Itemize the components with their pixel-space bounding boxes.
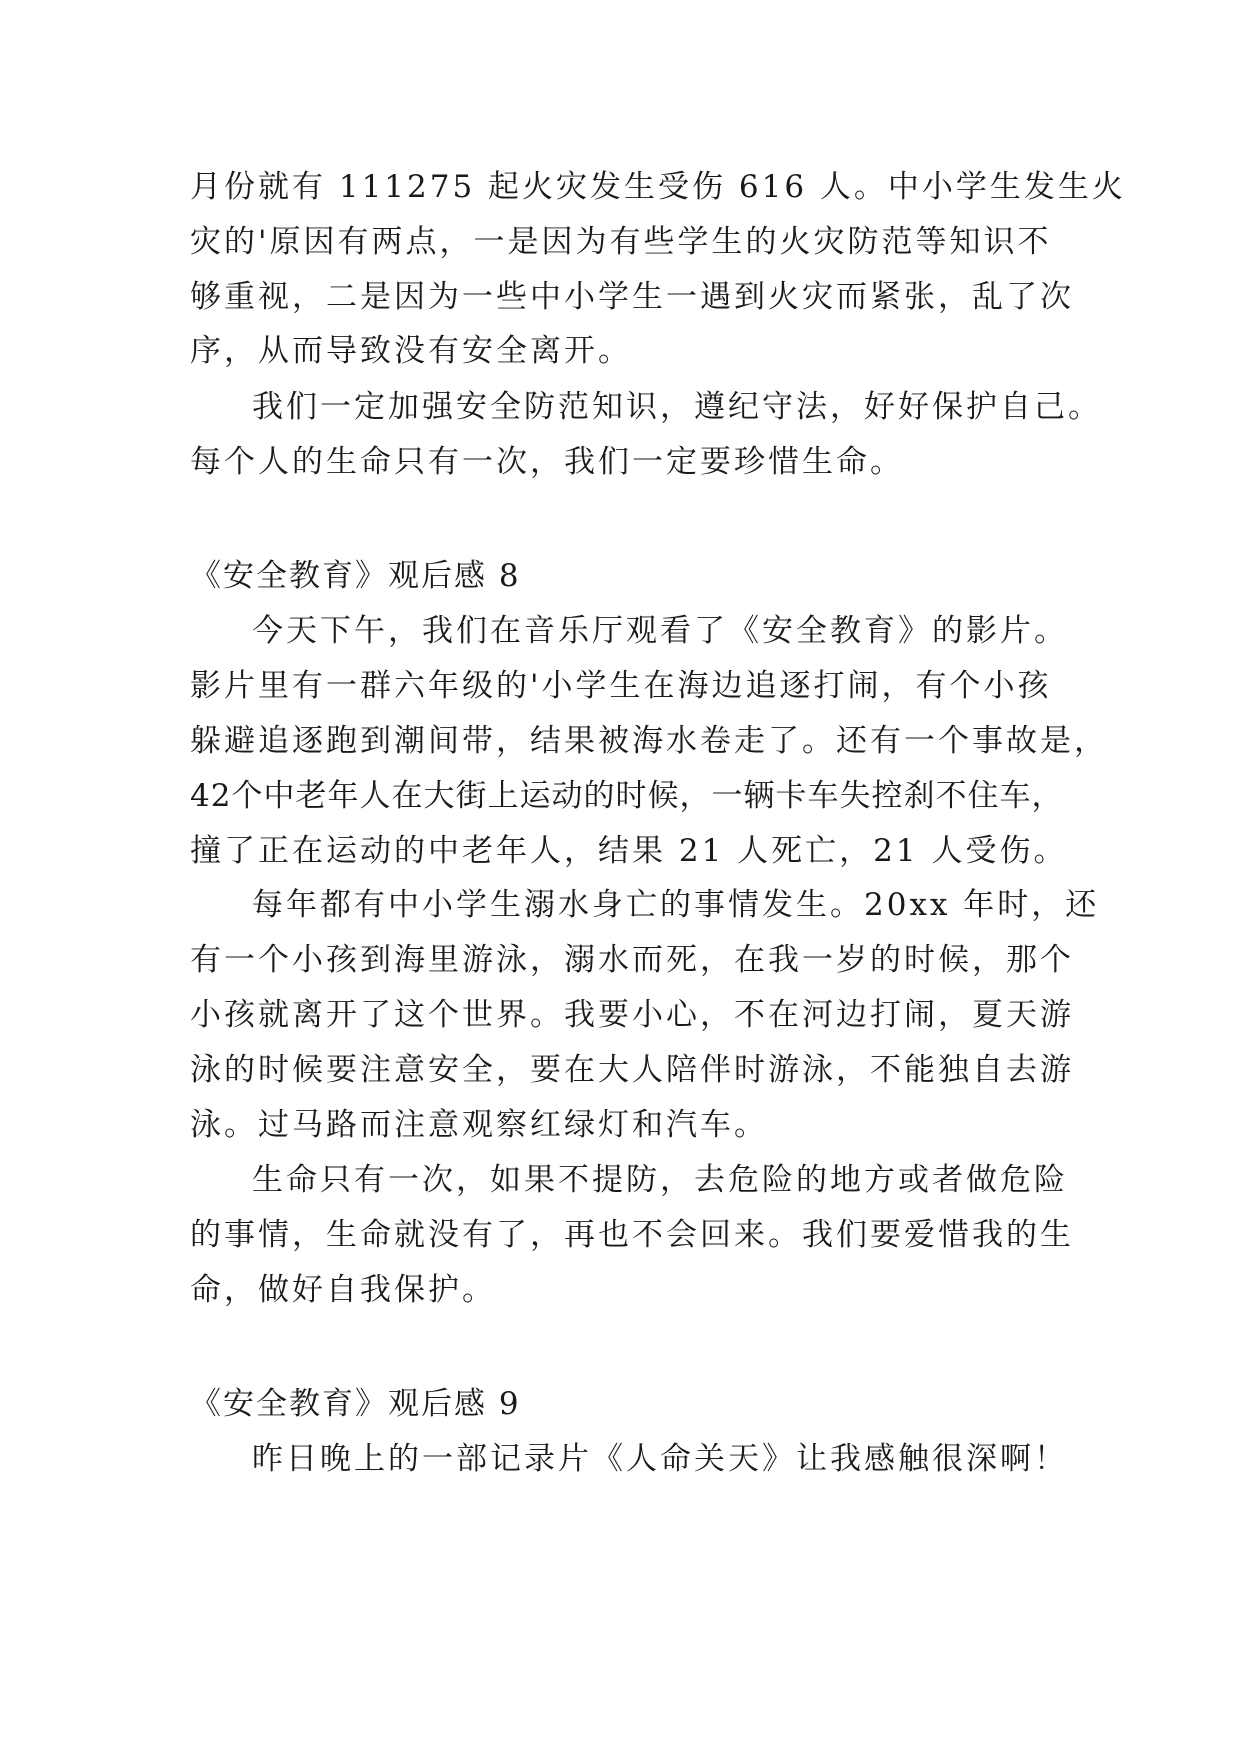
text-line: 有一个小孩到海里游泳，溺水而死，在我一岁的时候，那个 [190, 942, 1074, 978]
text-line: 每个人的生命只有一次，我们一定要珍惜生命。 [190, 444, 904, 480]
text-line: 每年都有中小学生溺水身亡的事情发生。20xx 年时，还 [252, 887, 1100, 923]
text-line: 撞了正在运动的中老年人，结果 21 人死亡，21 人受伤。 [190, 833, 1068, 869]
text-line: 影片里有一群六年级的'小学生在海边追逐打闹，有个小孩 [190, 668, 1052, 704]
section-8-title: 《安全教育》观后感 8 [190, 558, 521, 594]
text-line: 昨日晚上的一部记录片《人命关天》让我感触很深啊！ [252, 1441, 1068, 1477]
text-line: 够重视，二是因为一些中小学生一遇到火灾而紧张，乱了次 [190, 279, 1074, 315]
section-9-title: 《安全教育》观后感 9 [190, 1386, 521, 1422]
text-line: 生命只有一次，如果不提防，去危险的地方或者做危险 [252, 1162, 1068, 1198]
text-line: 今天下午，我们在音乐厅观看了《安全教育》的影片。 [252, 613, 1068, 649]
text-line: 灾的'原因有两点，一是因为有些学生的火灾防范等知识不 [190, 224, 1052, 260]
text-line: 我们一定加强安全防范知识，遵纪守法，好好保护自己。 [252, 389, 1102, 425]
text-line: 序，从而导致没有安全离开。 [190, 333, 632, 369]
text-line: 的事情，生命就没有了，再也不会回来。我们要爱惜我的生 [190, 1217, 1074, 1253]
text-line: 命，做好自我保护。 [190, 1272, 496, 1308]
text-line: 42个中老年人在大街上运动的时候，一辆卡车失控刹不住车， [190, 778, 1064, 814]
text-line: 月份就有 111275 起火灾发生受伤 616 人。中小学生发生火 [190, 169, 1126, 205]
text-line: 泳。过马路而注意观察红绿灯和汽车。 [190, 1107, 768, 1143]
text-line: 小孩就离开了这个世界。我要小心，不在河边打闹，夏天游 [190, 997, 1074, 1033]
text-line: 躲避追逐跑到潮间带，结果被海水卷走了。还有一个事故是， [190, 723, 1108, 759]
text-line: 泳的时候要注意安全，要在大人陪伴时游泳，不能独自去游 [190, 1052, 1074, 1088]
